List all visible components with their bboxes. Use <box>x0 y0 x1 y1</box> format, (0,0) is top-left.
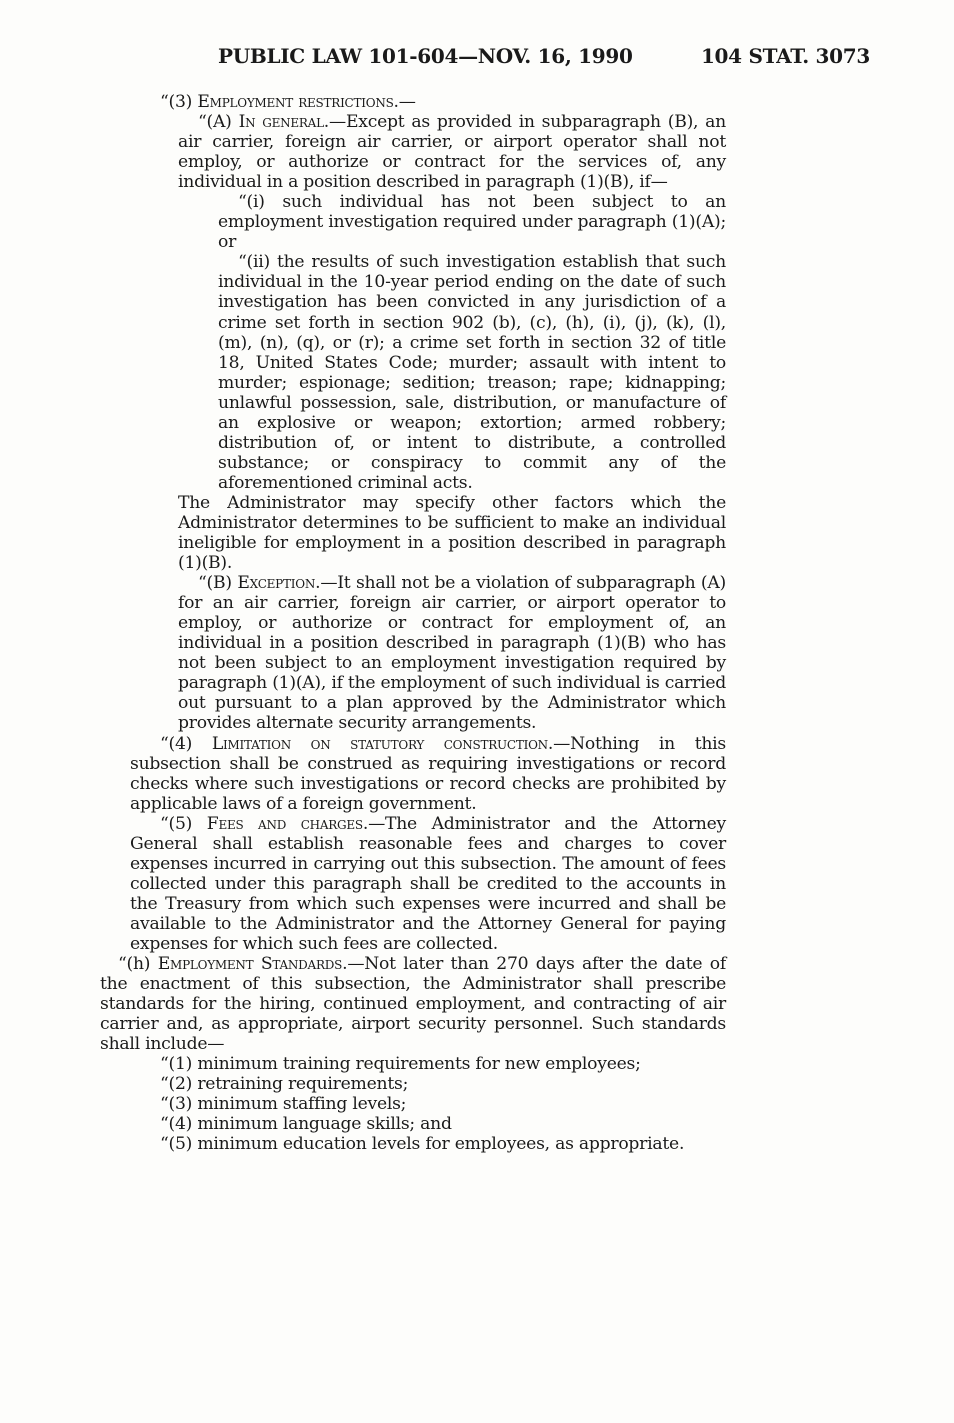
paragraph-number: “(4) <box>160 733 193 754</box>
paragraph-heading: Fees and charges. <box>206 813 369 834</box>
paragraph-number: “(5) <box>160 813 193 834</box>
administrator-factors: The Administrator may specify other factors which the Administrator determines to be sufficient to make an individual ineligible for employment in a position described in paragraph (1)(B). <box>178 492 726 574</box>
paragraph-heading: In general. <box>238 112 330 133</box>
paragraph-heading: Exception. <box>237 573 321 594</box>
list-item: “(1) minimum training requirements for new employees; <box>160 1054 641 1075</box>
paragraph-number: “(3) <box>160 92 193 112</box>
paragraph-number: “(h) <box>118 954 151 975</box>
statute-page: 104 STAT. 3073 <box>700 44 870 68</box>
paragraph-heading: Employment restrictions.— <box>197 92 416 112</box>
clause-i: “(i) such individual has not been subject to an employment investigation required under paragraph (1)(A); or <box>218 192 726 253</box>
paragraph-number: “(A) <box>198 112 232 133</box>
subparagraph-b <box>100 573 726 733</box>
paragraph-4 <box>100 734 726 814</box>
paragraph-5 <box>100 814 726 954</box>
list-item: “(3) minimum staffing levels; <box>160 1094 407 1115</box>
paragraph-number: “(B) <box>198 573 232 594</box>
paragraph-text: —Except as provided in subparagraph (B), an air carrier, foreign air carrier, or airport operator shall not employ, or authorize or contract for the services of, any individual in a position described in paragraph (1)(B), if— <box>178 112 726 193</box>
subparagraph-a <box>100 112 726 192</box>
clause-ii: “(ii) the results of such investigation establish that such individual in the 10-year period ending on the date of such investigation has been convicted in any jurisdiction of a crime set forth in section 902 (b), (c), (h), (i), (j), (k), (l), (m), (n), (q), or (r); a crime set forth in section 32 of title 18, United States Code; murder; assault with intent to murder; espionage; sedition; treason; rape; kidnapping; unlawful possession, sale, distribution, or manufacture of an explosive or weapon; extortion; armed robbery; distribution of, or intent to distribute, a controlled substance; or conspiracy to commit any of the aforementioned criminal acts. <box>218 252 726 493</box>
paragraph-text: —It shall not be a violation of subparagraph (A) for an air carrier, foreign air carrier, or airport operator to employ, or authorize or contract for employment of, an individual in a position described in paragraph (1)(B) who has not been subject to an employment investigation required by paragraph (1)(A), if the employment of such individual is carried out pursuant to a plan approved by the Administrator which provides alternate security arrangements. <box>178 573 726 734</box>
paragraph-heading: Employment Standards. <box>157 954 348 975</box>
paragraph-text: —Nothing in this subsection shall be construed as requiring investigations or record checks where such investigations or record checks are prohibited by applicable laws of a foreign government. <box>130 733 726 814</box>
paragraph-text: —Not later than 270 days after the date of the enactment of this subsection, the Administrator shall prescribe standards for the hiring, continued employment, and contracting of air carrier and, as appropriate, airport security personnel. Such standards shall include— <box>100 954 726 1055</box>
paragraph-text: —The Administrator and the Attorney General shall establish reasonable fees and charges to cover expenses incurred in carrying out this subsection. The amount of fees collected under this paragraph shall be credited to the accounts in the Treasury from which such expenses were incurred and shall be available to the Administrator and the Attorney General for paying expenses for which such fees are collected. <box>130 813 727 954</box>
list-item: “(5) minimum education levels for employees, as appropriate. <box>160 1134 685 1155</box>
page-header <box>218 44 870 68</box>
list-item: “(2) retraining requirements; <box>160 1074 409 1095</box>
document-body <box>100 92 726 1154</box>
list-item: “(4) minimum language skills; and <box>160 1114 452 1135</box>
law-title: PUBLIC LAW 101-604—NOV. 16, 1990 <box>218 44 633 68</box>
subsection-h <box>100 954 726 1054</box>
paragraph-3-heading <box>100 92 726 112</box>
paragraph-heading: Limitation on statutory construction. <box>211 733 554 754</box>
